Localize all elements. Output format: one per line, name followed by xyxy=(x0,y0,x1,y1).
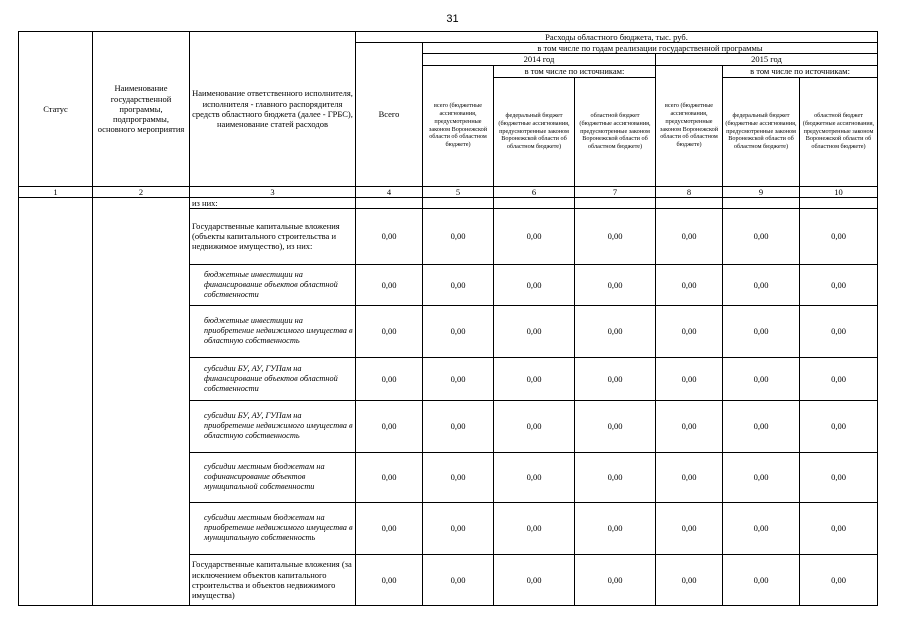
cell-value: 0,00 xyxy=(656,264,723,305)
row-label: Государственные капитальные вложения (объекты капитального строительства и недвижимое имущество), из них: xyxy=(190,208,356,264)
header-2015-federal: федеральный бюджет (бюджетные ассигнования, предусмотренные законом Воронежской области об областном бюджете) xyxy=(723,77,800,186)
cell-value: 0,00 xyxy=(723,502,800,554)
header-by-years: в том числе по годам реализации государственной программы xyxy=(423,43,878,54)
cell-value: 0,00 xyxy=(575,452,656,502)
cell-value: 0,00 xyxy=(656,357,723,400)
cell-value: 0,00 xyxy=(656,502,723,554)
header-year-2014: 2014 год xyxy=(423,54,656,65)
status-cell xyxy=(19,197,93,605)
row-label: бюджетные инвестиции на финансирование объектов областной собственности xyxy=(190,264,356,305)
cell-value: 0,00 xyxy=(356,400,423,452)
cell-value: 0,00 xyxy=(356,502,423,554)
cell-value: 0,00 xyxy=(494,554,575,605)
header-status: Статус xyxy=(19,32,93,187)
cell-value: 0,00 xyxy=(800,400,878,452)
cell-value: 0,00 xyxy=(800,357,878,400)
cell-value: 0,00 xyxy=(575,400,656,452)
header-expenses-group: Расходы областного бюджета, тыс. руб. xyxy=(356,32,878,43)
cell-value: 0,00 xyxy=(575,264,656,305)
cell-value: 0,00 xyxy=(800,208,878,264)
column-number: 7 xyxy=(575,186,656,197)
header-2015-total: всего (бюджетные ассигнования, предусмотренные законом Воронежской области об областном бюджете) xyxy=(656,65,723,186)
subheader-label: из них: xyxy=(190,197,356,208)
cell-value: 0,00 xyxy=(575,357,656,400)
cell-value: 0,00 xyxy=(356,264,423,305)
column-number: 5 xyxy=(423,186,494,197)
cell-value: 0,00 xyxy=(356,554,423,605)
header-2014-by-sources: в том числе по источникам: xyxy=(494,65,656,77)
cell-value: 0,00 xyxy=(423,208,494,264)
header-2014-federal: федеральный бюджет (бюджетные ассигнования, предусмотренные законом Воронежской области об областном бюджете) xyxy=(494,77,575,186)
header-total: Всего xyxy=(356,43,423,186)
cell-value: 0,00 xyxy=(423,554,494,605)
subheader-row xyxy=(19,197,878,208)
cell-value: 0,00 xyxy=(656,305,723,357)
cell-value: 0,00 xyxy=(494,208,575,264)
page-number: 31 xyxy=(446,13,459,25)
cell-value: 0,00 xyxy=(723,452,800,502)
header-2015-regional: областной бюджет (бюджетные ассигнования, предусмотренные законом Воронежской области об областном бюджете) xyxy=(800,77,878,186)
column-number: 10 xyxy=(800,186,878,197)
column-numbers-row xyxy=(19,186,878,197)
cell-value: 0,00 xyxy=(423,400,494,452)
cell-value: 0,00 xyxy=(494,400,575,452)
column-number: 3 xyxy=(190,186,356,197)
cell-value: 0,00 xyxy=(723,357,800,400)
header-2015-by-sources: в том числе по источникам: xyxy=(723,65,878,77)
cell-value: 0,00 xyxy=(423,264,494,305)
cell-value: 0,00 xyxy=(800,305,878,357)
cell-value: 0,00 xyxy=(800,554,878,605)
cell-value: 0,00 xyxy=(494,264,575,305)
cell-value: 0,00 xyxy=(723,554,800,605)
column-number: 8 xyxy=(656,186,723,197)
cell-value: 0,00 xyxy=(423,452,494,502)
cell-value: 0,00 xyxy=(356,357,423,400)
column-number: 6 xyxy=(494,186,575,197)
cell-value: 0,00 xyxy=(423,502,494,554)
column-number: 4 xyxy=(356,186,423,197)
header-executor: Наименование ответственного исполнителя, исполнителя - главного распорядителя средств областного бюджета (далее - ГРБС), наименование статей расходов xyxy=(190,32,356,187)
cell-value: 0,00 xyxy=(423,357,494,400)
cell-value: 0,00 xyxy=(723,264,800,305)
cell-value: 0,00 xyxy=(356,208,423,264)
row-label: субсидии БУ, АУ, ГУПам на финансирование объектов областной собственности xyxy=(190,357,356,400)
cell-value: 0,00 xyxy=(494,502,575,554)
cell-value: 0,00 xyxy=(800,502,878,554)
cell-value: 0,00 xyxy=(656,554,723,605)
cell-value: 0,00 xyxy=(494,452,575,502)
header-year-2015: 2015 год xyxy=(656,54,878,65)
row-label: субсидии местным бюджетам на софинансирование объектов муниципальной собственности xyxy=(190,452,356,502)
cell-value: 0,00 xyxy=(494,305,575,357)
cell-value: 0,00 xyxy=(423,305,494,357)
program-name-cell xyxy=(93,197,190,605)
cell-value: 0,00 xyxy=(356,452,423,502)
cell-value: 0,00 xyxy=(723,208,800,264)
row-label: Государственные капитальные вложения (за исключением объектов капитального строительства и объектов недвижимого имущества) xyxy=(190,554,356,605)
budget-table xyxy=(18,31,878,606)
column-number: 2 xyxy=(93,186,190,197)
cell-value: 0,00 xyxy=(575,502,656,554)
cell-value: 0,00 xyxy=(800,452,878,502)
row-label: субсидии БУ, АУ, ГУПам на приобретение недвижимого имущества в областную собственность xyxy=(190,400,356,452)
cell-value: 0,00 xyxy=(656,400,723,452)
row-label: бюджетные инвестиции на приобретение недвижимого имущества в областную собственность xyxy=(190,305,356,357)
cell-value: 0,00 xyxy=(656,208,723,264)
cell-value: 0,00 xyxy=(356,305,423,357)
row-label: субсидии местным бюджетам на приобретение недвижимого имущества в муниципальную собственность xyxy=(190,502,356,554)
cell-value: 0,00 xyxy=(575,208,656,264)
cell-value: 0,00 xyxy=(494,357,575,400)
cell-value: 0,00 xyxy=(575,305,656,357)
header-2014-total: всего (бюджетные ассигнования, предусмотренные законом Воронежской области об областном бюджете) xyxy=(423,65,494,186)
cell-value: 0,00 xyxy=(723,400,800,452)
header-program-name: Наименование государственной программы, подпрограммы, основного мероприятия xyxy=(93,32,190,187)
header-2014-regional: областной бюджет (бюджетные ассигнования, предусмотренные законом Воронежской области об областном бюджете) xyxy=(575,77,656,186)
cell-value: 0,00 xyxy=(723,305,800,357)
cell-value: 0,00 xyxy=(800,264,878,305)
column-number: 9 xyxy=(723,186,800,197)
column-number: 1 xyxy=(19,186,93,197)
cell-value: 0,00 xyxy=(656,452,723,502)
cell-value: 0,00 xyxy=(575,554,656,605)
